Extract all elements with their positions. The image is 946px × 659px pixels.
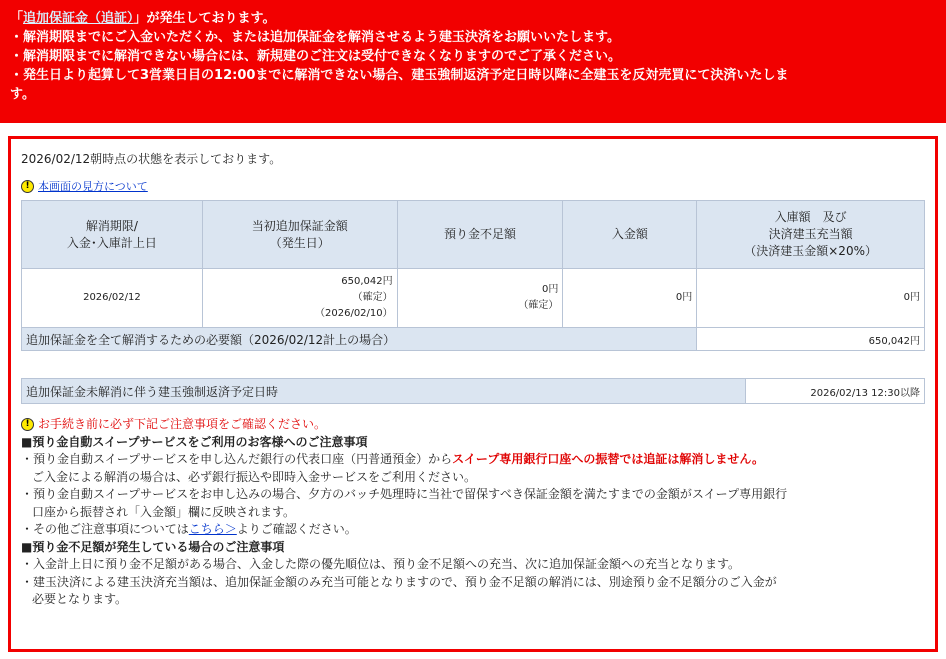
initial-amount-date: （2026/02/10）	[315, 308, 393, 319]
warning-icon: !	[21, 418, 34, 431]
sweep-note-3-text: ・その他ご注意事項については	[21, 522, 189, 536]
header-inflow-line2: 決済建玉充当額	[768, 227, 853, 241]
screen-guide-link[interactable]: 本画面の見方について	[38, 180, 148, 193]
required-amount-label: 追加保証金を全て解消するための必要額（2026/02/12計上の場合）	[22, 328, 697, 351]
header-inflow	[697, 201, 925, 269]
banner-line-2: ・解消期限までにご入金いただくか、または追加保証金を解消させるよう建玉決済をお願いいたします。	[10, 30, 620, 45]
banner-bracket: 「	[10, 11, 24, 26]
header-inflow-line1: 入庫額 及び	[774, 210, 847, 224]
sweep-note-2-cont: 口座から振替され「入金額」欄に反映されます。	[32, 504, 296, 519]
margin-call-link[interactable]: 追加保証金（追証）	[23, 11, 134, 26]
margin-status-panel	[8, 136, 938, 652]
forced-settlement-label: 追加保証金未解消に伴う建玉強制返済予定日時	[22, 379, 746, 404]
header-inflow-line3: （決済建玉金額×20%）	[744, 244, 877, 258]
header-initial-line2: （発生日）	[269, 235, 330, 250]
sweep-note-1	[21, 451, 925, 469]
sweep-note-1-cont: ご入金による解消の場合は、必ず銀行振込や即時入金サービスをご利用ください。	[32, 469, 477, 484]
initial-amount-status: （確定）	[352, 292, 393, 303]
shortfall-note-2-cont: 必要となります。	[32, 592, 128, 606]
header-initial-line1: 当初追加保証金額	[251, 218, 348, 233]
forced-settlement-table	[21, 378, 925, 404]
row-shortfall	[397, 269, 563, 328]
status-timestamp: 2026/02/12朝時点の状態を表示しております。	[21, 152, 282, 166]
notes-section	[21, 416, 925, 609]
header-deposit: 入金額	[563, 201, 697, 269]
sweep-note-3-tail: よりご確認ください。	[236, 522, 357, 536]
table-row	[22, 269, 925, 328]
shortfall-value: 0円	[542, 284, 559, 295]
required-amount-value: 650,042円	[697, 328, 925, 351]
banner-line-3: ・解消期限までに解消できない場合には、新規建のご注文は受付できなくなりますのでご了承ください。	[10, 49, 622, 64]
sweep-note-1-text: ・預り金自動スイープサービスを申し込んだ銀行の代表口座（円普通預金）から	[21, 452, 453, 466]
header-initial-amount	[202, 201, 397, 269]
forced-settlement-value: 2026/02/13 12:30以降	[746, 379, 925, 404]
banner-line-1	[10, 9, 936, 28]
warning-text: お手続き前に必ず下記ご注意事項をご確認ください。	[38, 417, 327, 431]
header-deadline-line1: 解消期限/	[85, 218, 138, 233]
initial-amount-value: 650,042円	[341, 276, 393, 287]
header-deadline	[22, 201, 203, 269]
warning-line	[21, 416, 925, 434]
row-initial-amount	[202, 269, 397, 328]
row-deposit: 0円	[563, 269, 697, 328]
sweep-note-3	[21, 521, 925, 539]
info-icon: !	[21, 180, 34, 193]
margin-table	[21, 200, 925, 351]
header-shortfall: 預り金不足額	[397, 201, 563, 269]
shortfall-note-1: ・入金計上日に預り金不足額がある場合、入金した際の優先順位は、預り金不足額への充当、次に追加保証金額への充当となります。	[21, 557, 741, 571]
sweep-note-2: ・預り金自動スイープサービスをお申し込みの場合、夕方のバッチ処理時に当社で留保すべき保証金額を満たすまでの金額がスイープ専用銀行	[21, 487, 788, 501]
margin-call-banner	[0, 0, 946, 123]
shortfall-notes-heading: ■預り金不足額が発生している場合のご注意事項	[21, 539, 285, 554]
shortfall-status: （確定）	[518, 300, 559, 311]
sweep-note-1-highlight: スイープ専用銀行口座への振替では追証は解消しません。	[452, 452, 765, 466]
help-row	[21, 178, 148, 194]
row-date: 2026/02/12	[22, 269, 203, 328]
shortfall-note-2: ・建玉決済による建玉決済充当額は、追加保証金額のみ充当可能となりますので、預り金不足額の解消には、別途預り金不足額分のご入金が	[21, 574, 777, 589]
header-deadline-line2: 入金･入庫計上日	[66, 235, 157, 250]
row-inflow: 0円	[697, 269, 925, 328]
other-notes-link[interactable]: こちら＞	[188, 522, 237, 536]
banner-line-4: ・発生日より起算して3営業日目の12:00までに解消できない場合、建玉強制返済予定日時以降に全建玉を反対売買にて決済いたしま	[10, 68, 789, 83]
banner-line-4-cont: す。	[10, 87, 35, 102]
sweep-notes-heading: ■預り金自動スイープサービスをご利用のお客様へのご注意事項	[21, 434, 368, 449]
banner-line-1-text: 」が発生しております。	[133, 11, 276, 26]
